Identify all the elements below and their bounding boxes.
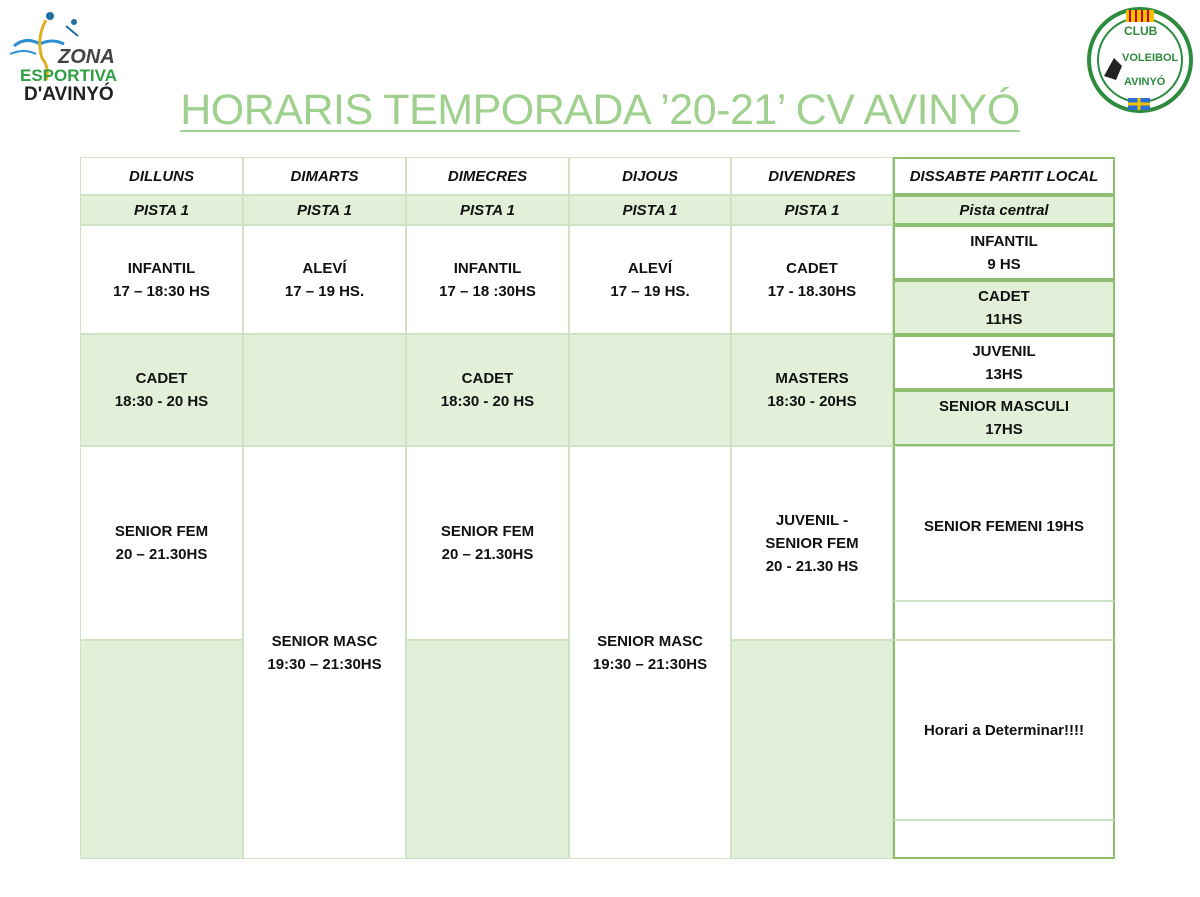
day-header-saturday: DISSABTE PARTIT LOCAL xyxy=(893,157,1115,195)
slot-wednesday-1: INFANTIL 17 – 18 :30HS xyxy=(406,225,569,334)
logo-left-line3: D'AVINYÓ xyxy=(24,84,114,105)
saturday-slot-1: INFANTIL 9 HS xyxy=(893,225,1115,280)
slot-monday-4 xyxy=(80,640,243,859)
day-header-tuesday: DIMARTS xyxy=(243,157,406,195)
slot-friday-4 xyxy=(731,640,893,859)
slot-monday-2: CADET 18:30 - 20 HS xyxy=(80,334,243,446)
court-saturday: Pista central xyxy=(893,195,1115,225)
slot-thursday-3: SENIOR MASC 19:30 – 21:30HS xyxy=(569,446,731,859)
slot-tuesday-3: SENIOR MASC 19:30 – 21:30HS xyxy=(243,446,406,859)
court-tuesday: PISTA 1 xyxy=(243,195,406,225)
slot-tuesday-2 xyxy=(243,334,406,446)
court-friday: PISTA 1 xyxy=(731,195,893,225)
day-header-thursday: DIJOUS xyxy=(569,157,731,195)
day-header-friday: DIVENDRES xyxy=(731,157,893,195)
saturday-slot-2: CADET 11HS xyxy=(893,280,1115,335)
slot-monday-1: INFANTIL 17 – 18:30 HS xyxy=(80,225,243,334)
page-title: HORARIS TEMPORADA ’20-21’ CV AVINYÓ xyxy=(180,86,1020,134)
slot-friday-2: MASTERS 18:30 - 20HS xyxy=(731,334,893,446)
saturday-slot-6-spacer xyxy=(893,820,1115,859)
slot-thursday-2 xyxy=(569,334,731,446)
slot-wednesday-2: CADET 18:30 - 20 HS xyxy=(406,334,569,446)
slot-monday-3: SENIOR FEM 20 – 21.30HS xyxy=(80,446,243,640)
court-monday: PISTA 1 xyxy=(80,195,243,225)
saturday-slot-4: SENIOR MASCULI 17HS xyxy=(893,390,1115,446)
court-thursday: PISTA 1 xyxy=(569,195,731,225)
day-header-wednesday: DIMECRES xyxy=(406,157,569,195)
saturday-slot-3: JUVENIL 13HS xyxy=(893,335,1115,390)
saturday-slot-5: SENIOR FEMENI 19HS xyxy=(893,446,1115,601)
court-wednesday: PISTA 1 xyxy=(406,195,569,225)
logo-left-line1: ZONA xyxy=(58,46,115,68)
slot-thursday-1: ALEVÍ 17 – 19 HS. xyxy=(569,225,731,334)
saturday-slot-5-spacer xyxy=(893,601,1115,640)
slot-friday-3: JUVENIL - SENIOR FEM 20 - 21.30 HS xyxy=(731,446,893,640)
logo-right-line2: VOLEIBOL xyxy=(1122,52,1179,64)
slot-friday-1: CADET 17 - 18.30HS xyxy=(731,225,893,334)
saturday-slot-6: Horari a Determinar!!!! xyxy=(893,640,1115,820)
day-header-monday: DILLUNS xyxy=(80,157,243,195)
logo-right-line3: AVINYÓ xyxy=(1124,76,1166,88)
logo-left-line2: ESPORTIVA xyxy=(20,66,117,85)
slot-wednesday-3: SENIOR FEM 20 – 21.30HS xyxy=(406,446,569,640)
slot-tuesday-1: ALEVÍ 17 – 19 HS. xyxy=(243,225,406,334)
slot-wednesday-4 xyxy=(406,640,569,859)
logo-right-line1: CLUB xyxy=(1124,24,1158,38)
